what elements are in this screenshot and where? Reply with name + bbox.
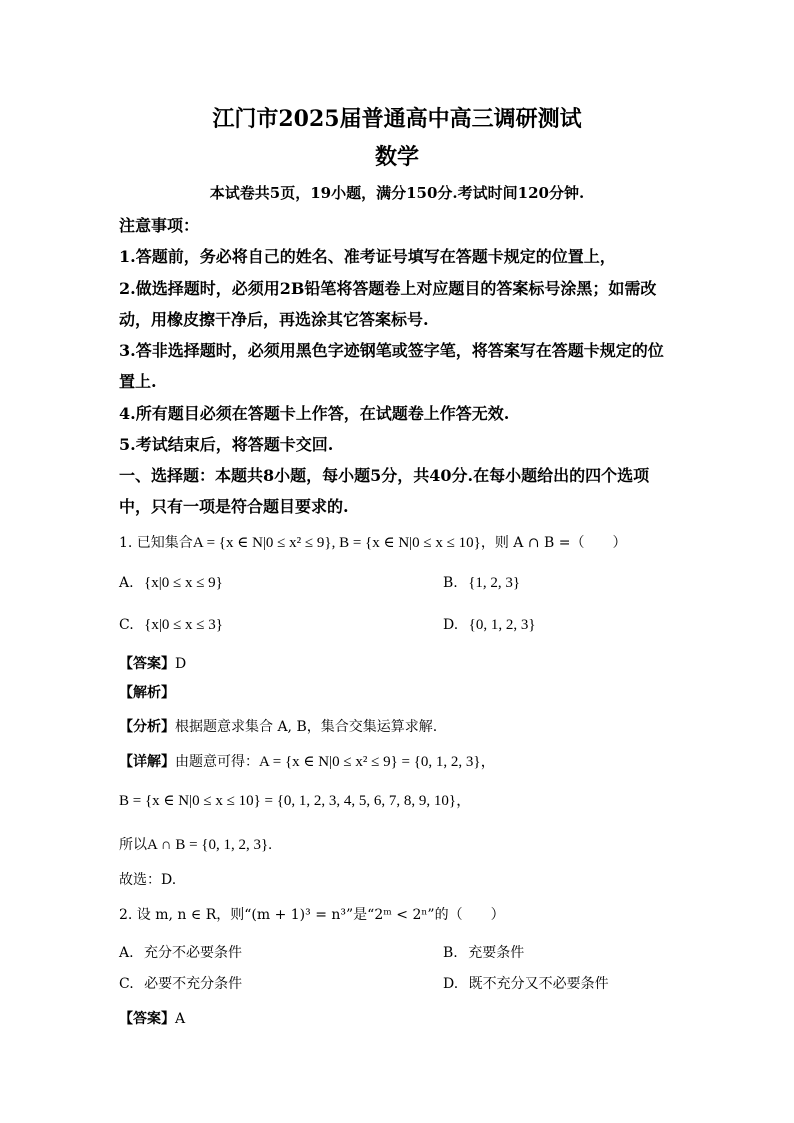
answer-line: [119, 655, 186, 671]
option-d: [443, 618, 536, 633]
question-2-stem: 2. 设 m, n ∈ R，则“(m + 1)³ = n³”是“2ᵐ < 2ⁿ”的（ ）: [119, 907, 505, 923]
so-prefix: 所以: [119, 837, 147, 853]
notice-item: 2.做选择题时，必须用2B铅笔将答题卷上对应题目的答案标号涂黑；如需改: [119, 279, 657, 298]
option-a: [119, 946, 242, 960]
page-title: 江门市2025届普通高中高三调研测试: [212, 106, 582, 132]
question-1-stem: [119, 534, 627, 551]
option-label: A.: [119, 945, 134, 961]
notice-heading: 注意事项：: [119, 216, 200, 235]
option-value: {x|0 ≤ x ≤ 3}: [144, 617, 223, 633]
fenxi-tag: 【分析】: [119, 719, 175, 735]
exam-info: 本试卷共5页，19小题，满分150分.考试时间120分钟.: [209, 184, 585, 202]
option-label: B.: [443, 575, 458, 591]
answer-value: A: [175, 1011, 186, 1027]
xiangjie-tag: 【详解】: [119, 754, 175, 770]
question-1-prefix: 1. 已知集合: [119, 535, 193, 551]
conclusion: 故选：D.: [119, 872, 177, 888]
xiangjie-prefix: 由题意可得：: [175, 754, 259, 770]
question-1-suffix: ，则 A ∩ B =（ ）: [480, 535, 627, 551]
xiangjie-line: [119, 753, 496, 770]
option-a: [119, 576, 223, 591]
notice-item: 置上.: [119, 372, 157, 391]
option-value: {0, 1, 2, 3}: [468, 617, 536, 633]
option-value: {x|0 ≤ x ≤ 9}: [144, 575, 223, 591]
notice-item: 1.答题前，务必将自己的姓名、准考证号填写在答题卡规定的位置上，: [119, 247, 616, 266]
answer-tag: 【答案】: [119, 656, 175, 672]
option-value: 充分不必要条件: [144, 945, 243, 961]
question-1-sets: A = {x ∈ N|0 ≤ x² ≤ 9}, B = {x ∈ N|0 ≤ x ≤ 10}: [192, 535, 481, 551]
option-value: 必要不充分条件: [144, 976, 243, 992]
option-label: D.: [443, 617, 459, 633]
xiangjie-math-a: A = {x ∈ N|0 ≤ x² ≤ 9} = {0, 1, 2, 3}，: [259, 754, 496, 770]
notice-item: 4.所有题目必须在答题卡上作答，在试题卷上作答无效.: [119, 404, 510, 423]
option-label: C.: [119, 617, 134, 633]
section-heading: 一、选择题：本题共8小题，每小题5分，共40分.在每小题给出的四个选项: [119, 466, 650, 485]
option-value: 充要条件: [468, 945, 525, 961]
answer-value: D: [175, 656, 187, 672]
answer-line: [119, 1010, 185, 1026]
option-c: [119, 618, 223, 633]
option-value: {1, 2, 3}: [468, 575, 521, 591]
subject-title: 数学: [374, 144, 419, 170]
so-math: A ∩ B = {0, 1, 2, 3}.: [147, 837, 272, 853]
option-label: B.: [443, 945, 458, 961]
fenxi-line: [119, 718, 437, 734]
analysis-tag: 【解析】: [119, 685, 175, 701]
notice-item: 动，用橡皮擦干净后，再选涂其它答案标号.: [119, 310, 429, 329]
option-d: [443, 977, 609, 991]
answer-tag: 【答案】: [119, 1011, 175, 1027]
option-value: 既不充分又不必要条件: [468, 976, 609, 992]
option-b: [443, 576, 520, 591]
xiangjie-math-b: B = {x ∈ N|0 ≤ x ≤ 10} = {0, 1, 2, 3, 4, 5, 6, 7, 8, 9, 10}，: [119, 793, 472, 809]
option-label: C.: [119, 976, 134, 992]
option-label: A.: [119, 575, 134, 591]
section-heading-cont: 中，只有一项是符合题目要求的.: [119, 497, 349, 516]
notice-item: 5.考试结束后，将答题卡交回.: [119, 435, 334, 454]
notice-item: 3.答非选择题时，必须用黑色字迹钢笔或签字笔，将答案写在答题卡规定的位: [119, 341, 664, 360]
option-b: [443, 946, 524, 960]
option-label: D.: [443, 976, 459, 992]
so-line: [119, 836, 272, 853]
fenxi-text: 根据题意求集合 A, B，集合交集运算求解.: [175, 719, 438, 735]
option-c: [119, 977, 242, 991]
